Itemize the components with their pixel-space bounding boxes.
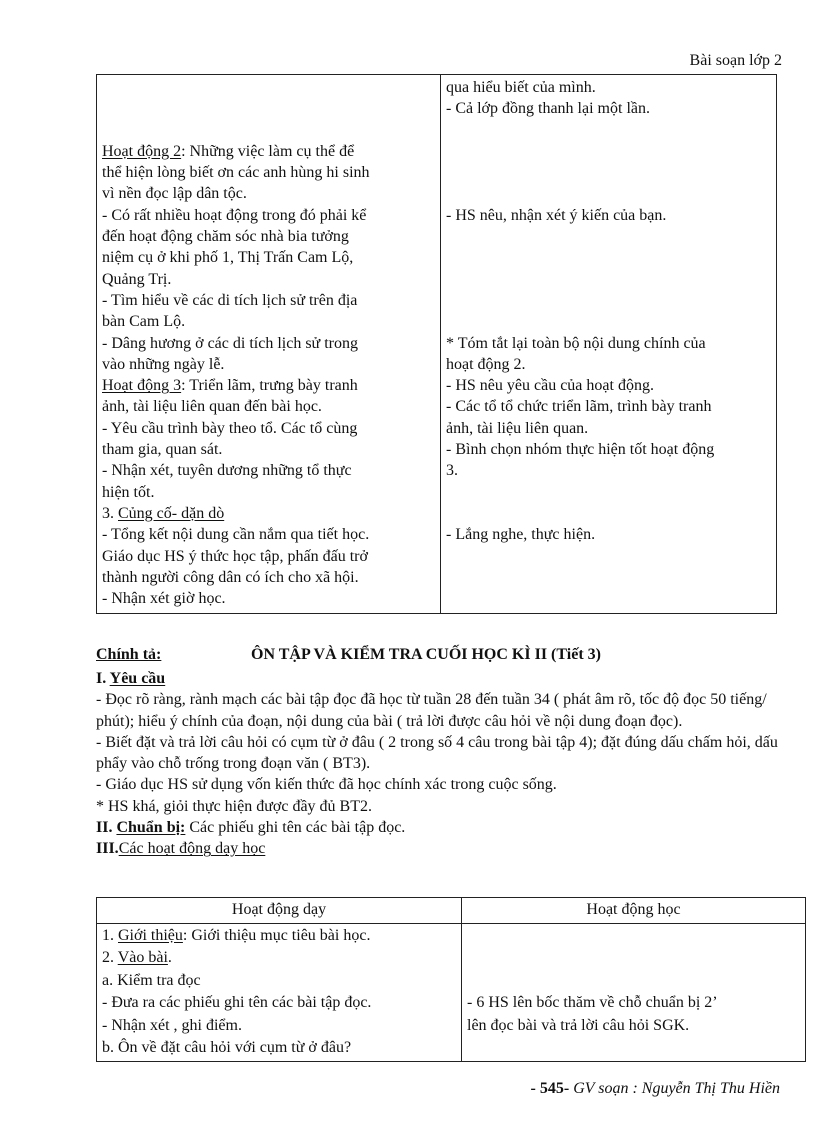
text-line: đến hoạt động chăm sóc nhà bia tưởng xyxy=(102,228,349,246)
text-line xyxy=(446,567,771,588)
activity-table-continued xyxy=(96,74,777,614)
requirement-2: - Biết đặt và trả lời câu hỏi có cụm từ ở đâu ( 2 trong số 4 câu trong bài tập 4); đặt đúng dấu chấm hỏi, dấu phẩy vào chỗ trống trong đoạn văn ( BT3). xyxy=(96,733,778,773)
text-line xyxy=(446,311,771,332)
text-line xyxy=(446,141,771,162)
student-activity-line xyxy=(467,925,800,948)
text-line: tham gia, quan sát. xyxy=(102,441,223,459)
text-line: vì nền đọc lập dân tộc. xyxy=(102,185,247,203)
author: GV soạn : Nguyễn Thị Thu Hiền xyxy=(573,1080,780,1097)
student-activities-cell xyxy=(462,923,806,1061)
requirement-1: - Đọc rõ ràng, rành mạch các bài tập đọc đã học từ tuần 28 đến tuần 34 ( phát âm rõ, tốc độ đọc 50 tiếng/ phút); hiểu ý chính của đoạn, nội dung của bài ( trả lời được câu hỏi về nội dung đoạn đọc). xyxy=(96,691,767,730)
teacher-column-header: Hoạt động dạy xyxy=(97,898,462,924)
text-line: - Lắng nghe, thực hiện. xyxy=(446,526,596,544)
student-activity-line xyxy=(467,1037,800,1060)
text-line: thể hiện lòng biết ơn các anh hùng hi sinh xyxy=(102,164,370,182)
text-line xyxy=(446,120,771,141)
page-number: - 545- xyxy=(530,1080,570,1097)
text-line xyxy=(446,482,771,503)
text-line: ảnh, tài liệu liên quan. xyxy=(446,419,589,437)
student-activity-line: - 6 HS lên bốc thăm về chỗ chuẩn bị 2’ xyxy=(467,994,718,1011)
text-line: - Tìm hiểu về các di tích lịch sử trên địa xyxy=(102,291,358,309)
teacher-activity-line: 1. Giới thiệu: Giới thiệu mục tiêu bài học. xyxy=(102,926,371,944)
text-line: - Yêu cầu trình bày theo tổ. Các tổ cùng xyxy=(102,419,358,437)
text-line: - Dâng hương ở các di tích lịch sử trong xyxy=(102,334,358,352)
activities-heading: III.Các hoạt động dạy học xyxy=(96,840,266,858)
lesson-section xyxy=(96,644,786,860)
text-line xyxy=(446,290,771,311)
text-line: Hoạt động 2: Những việc làm cụ thể để xyxy=(102,142,355,160)
student-column-header: Hoạt động học xyxy=(462,898,806,924)
text-line: - Các tổ tổ chức triển lãm, trình bày tranh xyxy=(446,398,712,416)
student-activities-cell xyxy=(441,75,777,614)
text-line: vào những ngày lễ. xyxy=(102,355,225,373)
text-line: - Cả lớp đồng thanh lại một lần. xyxy=(446,100,650,118)
student-activity-line xyxy=(467,947,800,970)
teacher-activities-cell xyxy=(97,923,462,1061)
text-line xyxy=(446,588,771,609)
text-line: ảnh, tài liệu liên quan đến bài học. xyxy=(102,398,322,416)
text-line: - Có rất nhiều hoạt động trong đó phải kể xyxy=(102,206,367,224)
page-header: Bài soạn lớp 2 xyxy=(689,52,782,69)
requirement-4: * HS khá, giỏi thực hiện được đầy đủ BT2. xyxy=(96,797,372,815)
requirements-heading: I. Yêu cầu xyxy=(96,670,166,687)
student-activity-line xyxy=(467,970,800,993)
text-line xyxy=(446,247,771,268)
text-line: * Tóm tắt lại toàn bộ nội dung chính của xyxy=(446,334,706,352)
teacher-activity-line: - Nhận xét , ghi điểm. xyxy=(102,1016,242,1034)
activities-table xyxy=(96,897,806,1062)
text-line xyxy=(102,77,435,98)
student-activity-line: lên đọc bài và trả lời câu hỏi SGK. xyxy=(467,1016,690,1034)
teacher-activity-line: 2. Vào bài. xyxy=(102,949,172,966)
text-line: - Nhận xét, tuyên dương những tổ thực xyxy=(102,462,352,480)
text-line xyxy=(446,503,771,524)
text-line: hoạt động 2. xyxy=(446,355,526,373)
text-line: - Bình chọn nhóm thực hiện tốt hoạt động xyxy=(446,441,715,459)
text-line: niệm cụ ở khi phố 1, Thị Trấn Cam Lộ, xyxy=(102,249,354,267)
text-line: 3. Củng cố- dặn dò xyxy=(102,504,225,522)
teacher-activities-cell xyxy=(97,75,441,614)
text-line xyxy=(446,162,771,183)
text-line: - HS nêu yêu cầu của hoạt động. xyxy=(446,377,654,395)
teacher-activity-line: - Đưa ra các phiếu ghi tên các bài tập đọc. xyxy=(102,994,372,1011)
text-line: - Tổng kết nội dung cần nắm qua tiết học. xyxy=(102,526,370,544)
text-line: Quảng Trị. xyxy=(102,270,172,288)
lesson-title: ÔN TẬP VÀ KIỂM TRA CUỐI HỌC KÌ II (Tiết 3) xyxy=(251,646,601,663)
requirement-3: - Giáo dục HS sử dụng vốn kiến thức đã học chính xác trong cuộc sống. xyxy=(96,776,557,794)
subject-label: Chính tả: xyxy=(96,646,162,663)
text-line xyxy=(102,98,435,119)
text-line xyxy=(446,269,771,290)
text-line xyxy=(446,183,771,204)
text-line: qua hiểu biết của mình. xyxy=(446,79,596,96)
text-line: Giáo dục HS ý thức học tập, phấn đấu trở xyxy=(102,547,368,565)
page-footer xyxy=(531,1080,780,1098)
text-line: - Nhận xét giờ học. xyxy=(102,590,226,608)
text-line: bàn Cam Lộ. xyxy=(102,313,186,331)
teacher-activity-line: a. Kiểm tra đọc xyxy=(102,971,201,989)
text-line: thành người công dân có ích cho xã hội. xyxy=(102,568,359,586)
teacher-activity-line: b. Ôn về đặt câu hỏi với cụm từ ở đâu? xyxy=(102,1039,352,1056)
text-line: Hoạt động 3: Triển lãm, trưng bày tranh xyxy=(102,377,358,395)
text-line xyxy=(446,546,771,567)
text-line: hiện tốt. xyxy=(102,483,155,501)
text-line: 3. xyxy=(446,462,458,480)
text-line: - HS nêu, nhận xét ý kiến của bạn. xyxy=(446,206,667,224)
preparation-line: II. Chuẩn bị: Các phiếu ghi tên các bài tập đọc. xyxy=(96,819,406,837)
text-line xyxy=(102,120,435,141)
text-line xyxy=(446,226,771,247)
